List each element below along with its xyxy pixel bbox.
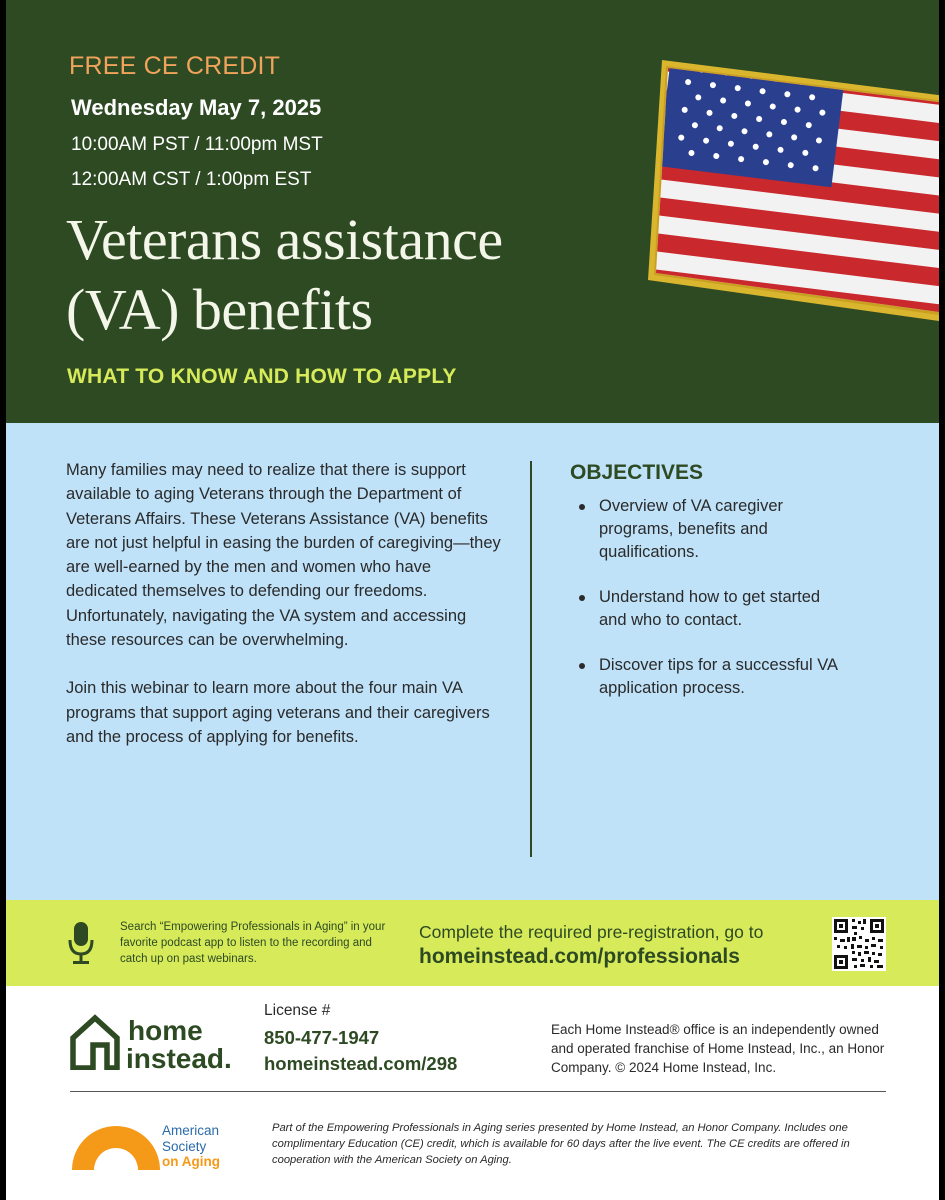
flyer-page (6, 0, 939, 1200)
podcast-instructions: Search “Empowering Professionals in Aging” in your favorite podcast app to listen to the recording and catch up on past webinars. (120, 921, 386, 965)
objective-text: Overview of VA caregiver programs, benefits and qualifications. (599, 497, 784, 561)
logo-text-instead: instead. (126, 1043, 232, 1070)
preregistration-text: Complete the required pre-registration, go to (419, 922, 764, 942)
intro-paragraph-1: Many families may need to realize that there is support available to aging Veterans through the Department of Veterans Affairs. These Veterans Assistance (VA) benefits are not just helpful in easing the burden of caregiving—they are well-earned by the men and women who have dedicated themselves to defending our freedoms. Unfortunately, navigating the VA system and accessing these resources can be overwhelming. (66, 461, 501, 650)
list-item (579, 654, 849, 700)
qr-code[interactable] (832, 917, 886, 971)
objective-text: Understand how to get started and who to contact. (599, 588, 821, 629)
license-link[interactable]: homeinstead.com/298 (264, 1053, 458, 1074)
preregistration-link[interactable]: homeinstead.com/professionals (419, 945, 740, 968)
home-instead-logo (70, 1012, 245, 1070)
page-title (66, 205, 626, 345)
bullet-icon (579, 663, 585, 669)
event-time-1: 10:00AM PST / 11:00pm MST (71, 134, 323, 155)
bullet-icon (579, 595, 585, 601)
logo-text-home: home (128, 1015, 203, 1046)
title-line-1: Veterans assistance (66, 207, 503, 272)
objectives-title: OBJECTIVES (570, 461, 704, 484)
microphone-icon (68, 920, 94, 966)
american-flag-patch-icon (646, 58, 939, 328)
license-phone[interactable]: 850-477-1947 (264, 1027, 380, 1048)
franchise-disclaimer: Each Home Instead® office is an independently owned and operated franchise of Home Instead, Inc., an Honor Company. © 2024 Home Instead, Inc. (551, 1022, 885, 1075)
list-item (579, 586, 849, 632)
objectives-list (579, 495, 849, 722)
asa-line-2: Society (162, 1138, 207, 1154)
intro-paragraph-2: Join this webinar to learn more about the four main VA programs that support aging veterans and their caregivers and the process of applying for benefits. (66, 679, 490, 746)
content-section (6, 423, 939, 900)
event-date: Wednesday May 7, 2025 (71, 95, 322, 120)
page-subtitle: WHAT TO KNOW AND HOW TO APPLY (67, 365, 457, 388)
intro-text (66, 458, 506, 749)
asa-line-3: on Aging (162, 1154, 220, 1169)
asa-line-1: American (162, 1123, 220, 1138)
american-society-on-aging-logo (68, 1118, 164, 1170)
list-item (579, 495, 849, 564)
footer-divider (70, 1091, 886, 1092)
header-section (6, 0, 939, 423)
license-label: License # (264, 1002, 331, 1019)
eyebrow-label: FREE CE CREDIT (69, 52, 281, 80)
objective-text: Discover tips for a successful VA application process. (599, 656, 838, 697)
event-time-2: 12:00AM CST / 1:00pm EST (71, 169, 312, 190)
bullet-icon (579, 504, 585, 510)
title-line-2: (VA) benefits (66, 277, 373, 342)
registration-band (6, 900, 939, 986)
asa-logo-text (162, 1123, 252, 1170)
series-disclaimer: Part of the Empowering Professionals in Aging series presented by Home Instead, an Honor Company. Includes one complimentary Education (CE) credit, which is available for 60 days after the live event. The CE credits are offered in cooperation with the American Society on Aging. (272, 1122, 850, 1166)
column-divider (530, 461, 532, 857)
